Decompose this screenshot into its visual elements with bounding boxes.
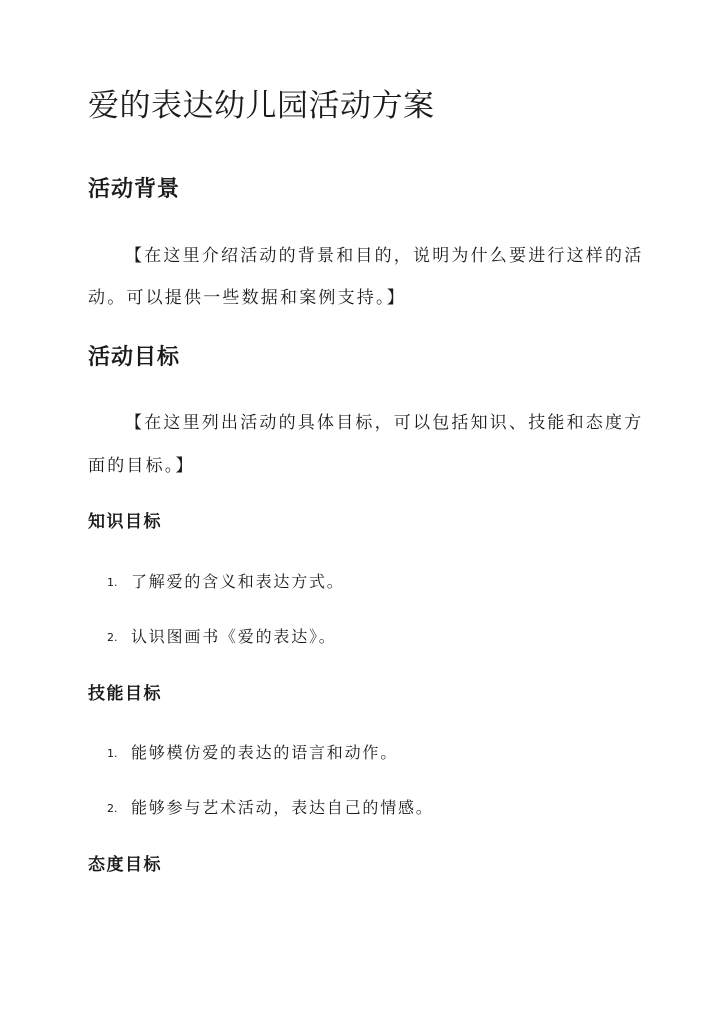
- section-heading-background: 活动背景: [88, 176, 181, 202]
- list-item: 认识图画书《爱的表达》。: [131, 627, 337, 646]
- list-item-number: 2.: [107, 631, 118, 644]
- list-item-number: 1.: [107, 747, 118, 760]
- subheading-skill-goals: 技能目标: [88, 684, 162, 704]
- list-item: 能够参与艺术活动，表达自己的情感。: [131, 798, 434, 817]
- goals-paragraph-line-1: 【在这里列出活动的具体目标，可以包括知识、技能和态度方: [125, 413, 644, 433]
- section-heading-goals: 活动目标: [88, 344, 181, 370]
- background-paragraph-line-2: 动。可以提供一些数据和案例支持。】: [88, 288, 406, 308]
- page-title: 爱的表达幼儿园活动方案: [88, 88, 435, 124]
- list-item: 了解爱的含义和表达方式。: [131, 572, 345, 591]
- list-item-number: 1.: [107, 576, 118, 589]
- background-paragraph-line-1: 【在这里介绍活动的背景和目的，说明为什么要进行这样的活: [125, 246, 644, 266]
- goals-paragraph-line-2: 面的目标。】: [88, 456, 195, 476]
- subheading-knowledge-goals: 知识目标: [88, 512, 162, 532]
- list-item: 能够模仿爱的表达的语言和动作。: [131, 743, 399, 762]
- subheading-attitude-goals: 态度目标: [88, 855, 162, 875]
- list-item-number: 2.: [107, 802, 118, 815]
